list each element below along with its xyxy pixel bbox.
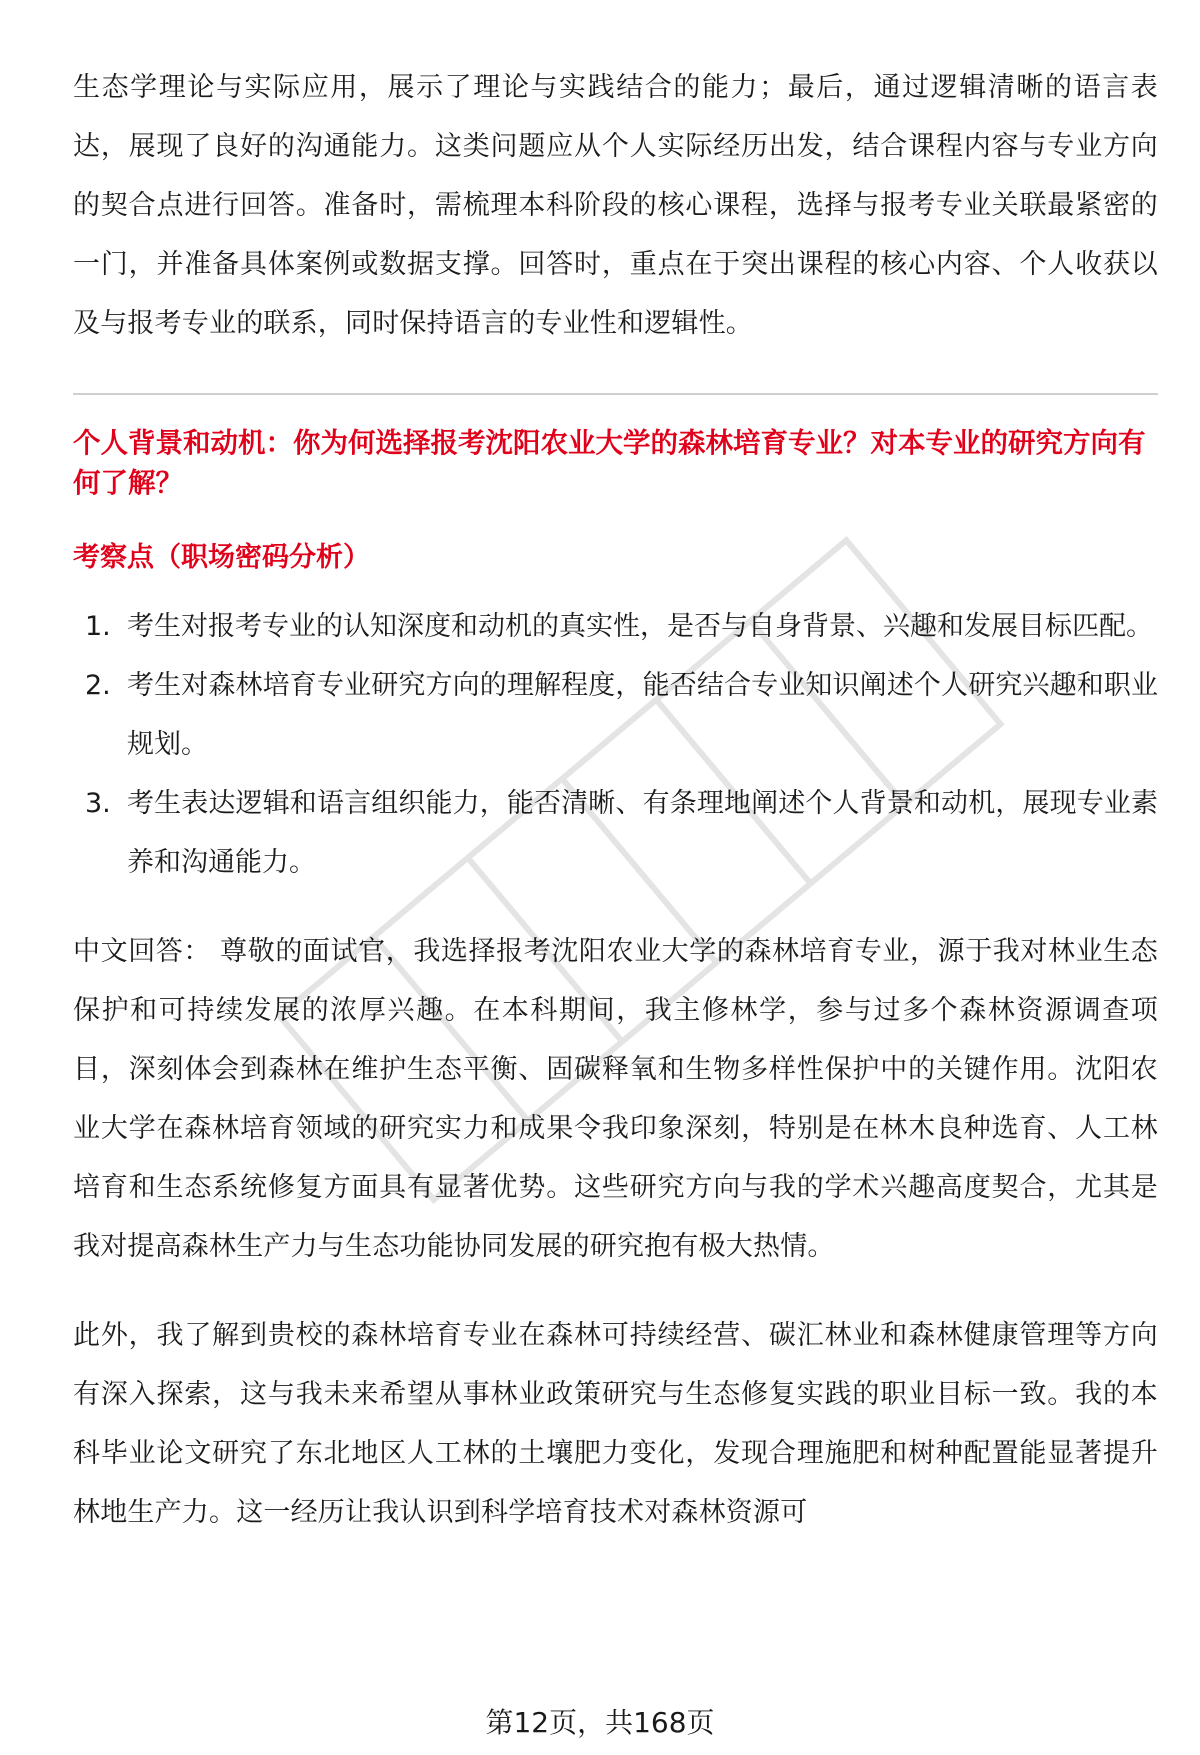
assessment-points-list [73, 597, 1158, 892]
document-page [73, 58, 1158, 1542]
answer-paragraph: 中文回答： 尊敬的面试官，我选择报考沈阳农业大学的森林培育专业，源于我对林业生态保护和可持续发展的浓厚兴趣。在本科期间，我主修林学，参与过多个森林资源调查项目，深刻体会到森林在维护生态平衡、固碳释氧和生物多样性保护中的关键作用。沈阳农业大学在森林培育领域的研究实力和成果令我印象深刻，特别是在林木良种选育、人工林培育和生态系统修复方面具有显著优势。这些研究方向与我的学术兴趣高度契合，尤其是我对提高森林生产力与生态功能协同发展的研究抱有极大热情。 [73, 936, 1158, 1262]
section-divider [73, 393, 1158, 395]
assessment-subheading: 考察点（职场密码分析） [73, 542, 370, 573]
list-item [73, 597, 1158, 656]
question-heading: 个人背景和动机：你为何选择报考沈阳农业大学的森林培育专业？对本专业的研究方向有何了解？ [73, 427, 1146, 499]
page-number-footer: 第12页，共168页 [485, 1706, 715, 1739]
intro-paragraph: 生态学理论与实际应用，展示了理论与实践结合的能力；最后，通过逻辑清晰的语言表达，展现了良好的沟通能力。这类问题应从个人实际经历出发，结合课程内容与专业方向的契合点进行回答。准备时，需梳理本科阶段的核心课程，选择与报考专业关联最紧密的一门，并准备具体案例或数据支撑。回答时，重点在于突出课程的核心内容、个人收获以及与报考专业的联系，同时保持语言的专业性和逻辑性。 [73, 72, 1158, 339]
list-item-text: 考生表达逻辑和语言组织能力，能否清晰、有条理地阐述个人背景和动机，展现专业素养和沟通能力。 [127, 788, 1158, 878]
list-item [73, 656, 1158, 774]
list-item-text: 考生对报考专业的认知深度和动机的真实性，是否与自身背景、兴趣和发展目标匹配。 [127, 611, 1153, 642]
list-item-number: 2. [85, 670, 111, 701]
list-item-text: 考生对森林培育专业研究方向的理解程度，能否结合专业知识阐述个人研究兴趣和职业规划。 [127, 670, 1158, 760]
list-item-number: 1. [85, 611, 111, 642]
list-item [73, 774, 1158, 892]
answer-paragraph-continued: 此外，我了解到贵校的森林培育专业在森林可持续经营、碳汇林业和森林健康管理等方向有深入探索，这与我未来希望从事林业政策研究与生态修复实践的职业目标一致。我的本科毕业论文研究了东北地区人工林的土壤肥力变化，发现合理施肥和树种配置能显著提升林地生产力。这一经历让我认识到科学培育技术对森林资源可 [73, 1320, 1158, 1528]
list-item-number: 3. [85, 788, 111, 819]
